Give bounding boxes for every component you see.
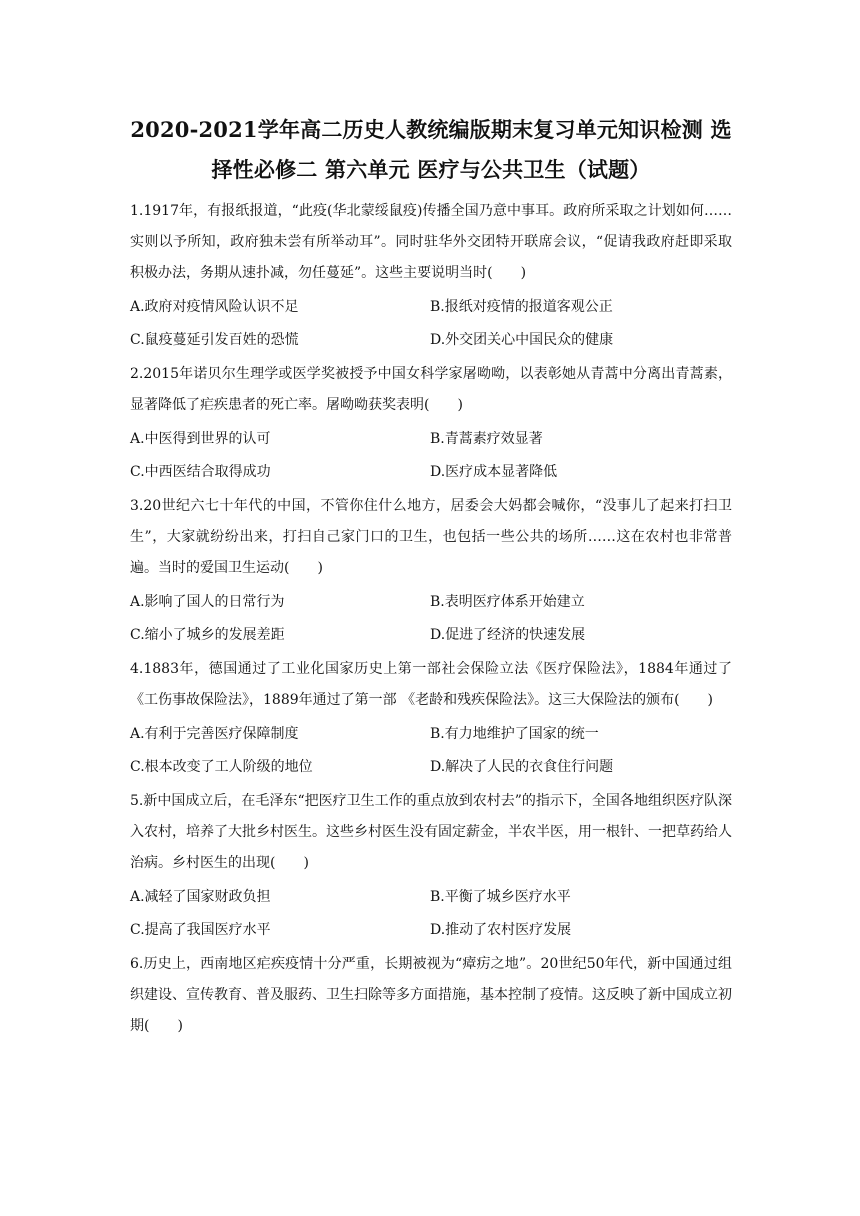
option-a: A.减轻了国家财政负担 xyxy=(130,889,271,905)
question-stem: 4.1883年，德国通过了工业化国家历史上第一部社会保险立法《医疗保险法》，1884年通过了《工伤事故保险法》，1889年通过了第一部 《老龄和残疾保险法》。这三大保险法的颁布( ) xyxy=(130,661,732,708)
question-1 xyxy=(130,196,732,357)
question-2 xyxy=(130,359,732,489)
option-c: C.根本改变了工人阶级的地位 xyxy=(130,759,313,775)
question-5 xyxy=(130,786,732,947)
option-b: B.报纸对疫情的报道客观公正 xyxy=(430,299,613,315)
option-c: C.鼠疫蔓延引发百姓的恐慌 xyxy=(130,332,299,348)
option-a: A.中医得到世界的认可 xyxy=(130,431,271,447)
question-stem: 1.1917年，有报纸报道，“此疫(华北蒙绥鼠疫)传播全国乃意中事耳。政府所采取之计划如何……实则以予所知，政府独未尝有所举动耳”。同时驻华外交团特开联席会议，“促请我政府赶即采取积极办法，务期从速扑减，勿任蔓延”。这些主要说明当时( ) xyxy=(130,203,732,281)
option-a: A.影响了国人的日常行为 xyxy=(130,594,285,610)
option-d: D.解决了人民的衣食住行问题 xyxy=(430,759,614,775)
option-c: C.中西医结合取得成功 xyxy=(130,464,271,480)
option-d: D.促进了经济的快速发展 xyxy=(430,627,586,643)
question-stem: 3.20世纪六七十年代的中国，不管你住什么地方，居委会大妈都会喊你，“没事儿了起来打扫卫生”，大家就纷纷出来，打扫自己家门口的卫生，也包括一些公共的场所……这在农村也非常普遍。当时的爱国卫生运动( ) xyxy=(130,498,732,576)
question-stem: 5.新中国成立后，在毛泽东“把医疗卫生工作的重点放到农村去”的指示下，全国各地组织医疗队深入农村，培养了大批乡村医生。这些乡村医生没有固定薪金，半农半医，用一根针、一把草药给人治病。乡村医生的出现( ) xyxy=(130,793,732,871)
option-a: A.政府对疫情风险认识不足 xyxy=(130,299,299,315)
option-list xyxy=(130,291,732,357)
option-list xyxy=(130,586,732,652)
option-d: D.医疗成本显著降低 xyxy=(430,464,558,480)
title-line-1: 2020-2021学年高二历史人教统编版期末复习单元知识检测 选 xyxy=(130,117,732,142)
title-line-2: 择性必修二 第六单元 医疗与公共卫生（试题） xyxy=(211,157,651,182)
option-c: C.提高了我国医疗水平 xyxy=(130,922,271,938)
question-stem: 2.2015年诺贝尔生理学或医学奖被授予中国女科学家屠呦呦，以表彰她从青蒿中分离出青蒿素，显著降低了疟疾患者的死亡率。屠呦呦获奖表明( ) xyxy=(130,366,732,413)
option-b: B.平衡了城乡医疗水平 xyxy=(430,889,571,905)
option-a: A.有利于完善医疗保障制度 xyxy=(130,726,299,742)
option-c: C.缩小了城乡的发展差距 xyxy=(130,627,285,643)
option-list xyxy=(130,423,732,489)
option-list xyxy=(130,718,732,784)
option-b: B.表明医疗体系开始建立 xyxy=(430,594,585,610)
option-d: D.外交团关心中国民众的健康 xyxy=(430,332,614,348)
question-stem: 6.历史上，西南地区疟疾疫情十分严重，长期被视为“瘴疠之地”。20世纪50年代，新中国通过组织建设、宣传教育、普及服药、卫生扫除等多方面措施，基本控制了疫情。这反映了新中国成立初期( ) xyxy=(130,956,732,1034)
option-b: B.有力地维护了国家的统一 xyxy=(430,726,599,742)
option-list xyxy=(130,881,732,947)
question-6 xyxy=(130,949,732,1042)
document-title xyxy=(130,110,732,190)
question-4 xyxy=(130,654,732,784)
option-d: D.推动了农村医疗发展 xyxy=(430,922,572,938)
question-3 xyxy=(130,491,732,652)
option-b: B.青蒿素疗效显著 xyxy=(430,431,543,447)
